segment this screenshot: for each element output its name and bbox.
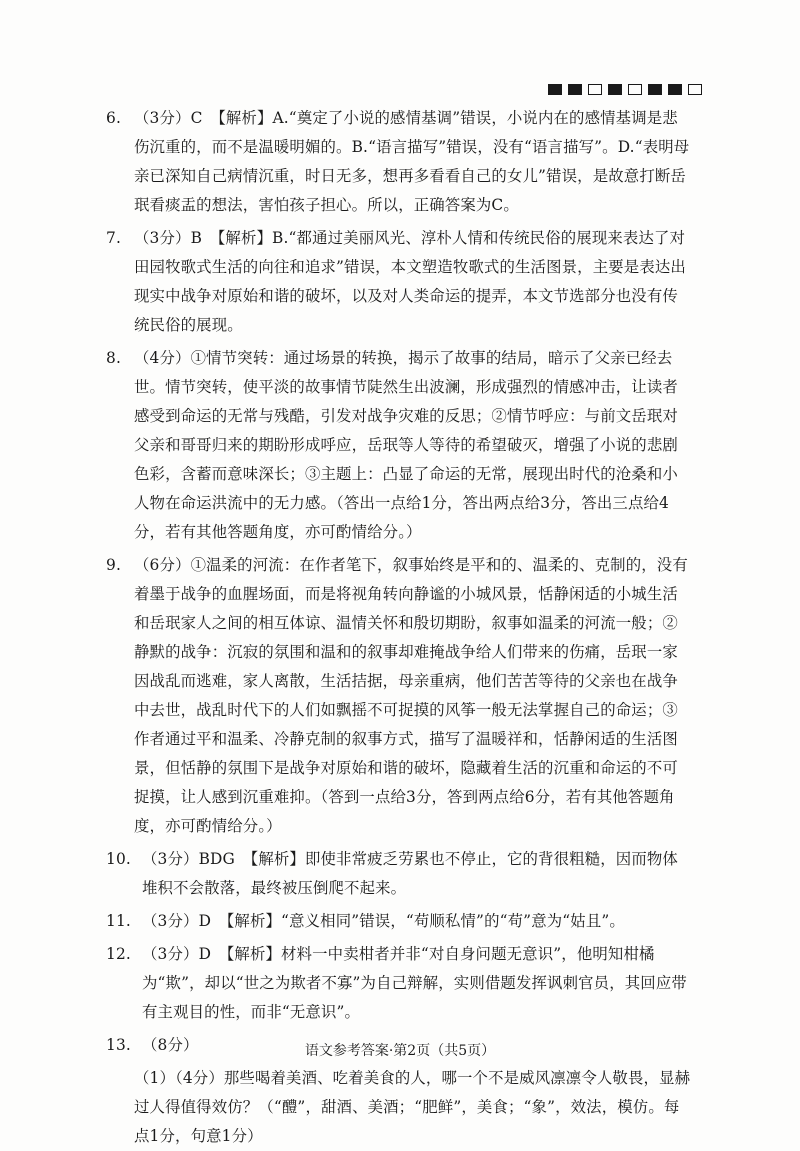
progress-mark: [568, 84, 582, 95]
item-text: （3分）D 【解析】材料一中卖柑者并非“对自身问题无意识”，他明知柑橘为“欺”，却以“世之为欺者不寡”为自己辩解，实则借题发挥讽刺官员，其回应带有主观目的性，而非“无意识”。: [142, 945, 687, 1021]
progress-mark: [648, 84, 662, 95]
item-text: （3分）C 【解析】A.“奠定了小说的感情基调”错误，小说内在的感情基调是悲伤沉重的，而不是温暖明媚的。B.“语言描写”错误，没有“语言描写”。D.“表明母亲已深知自己病情沉重，时日无多，想再多看看自己的女儿”错误，是故意打断岳珉看痰盂的想法，害怕孩子担心。所以，正确答案为C。: [134, 109, 690, 214]
item-text: （3分）BDG 【解析】即使非常疲乏劳累也不停止，它的背很粗糙，因而物体堆积不会散落，最终被压倒爬不起来。: [142, 850, 678, 897]
progress-mark: [588, 84, 602, 95]
progress-mark: [548, 84, 562, 95]
answer-content: [106, 104, 692, 1151]
answer-item-10: [106, 845, 692, 903]
progress-mark: [628, 84, 642, 95]
item-number: 9.: [106, 556, 121, 574]
item-text: （6分）①温柔的河流：在作者笔下，叙事始终是平和的、温柔的、克制的，没有着墨于战争的血腥场面，而是将视角转向静谧的小城风景，恬静闲适的小城生活和岳珉家人之间的相互体谅、温情关怀和殷切期盼，叙事如温柔的河流一般；②静默的战争：沉寂的氛围和温和的叙事却难掩战争给人们带来的伤痛，岳珉一家因战乱而逃难，家人离散，生活拮据，母亲重病，他们苦苦等待的父亲也在战争中去世，战乱时代下的人们如飘摇不可捉摸的风筝一般无法掌握自己的命运；③作者通过平和温柔、冷静克制的叙事方式，描写了温暖祥和，恬静闲适的生活图景，但恬静的氛围下是战争对原始和谐的破坏，隐藏着生活的沉重和命运的不可捉摸，让人感到沉重难抑。（答到一点给3分，答到两点给6分，若有其他答题角度，亦可酌情给分。）: [134, 556, 688, 835]
answer-item-11: [106, 907, 692, 936]
answer-item-6: [106, 104, 692, 220]
answer-item-12: [106, 940, 692, 1027]
item-number: 13.: [106, 1036, 131, 1054]
item-text: （8分）: [142, 1036, 199, 1054]
answer-item-7: [106, 224, 692, 340]
item-number: 10.: [106, 850, 131, 868]
item-number: 8.: [106, 349, 121, 367]
progress-mark: [688, 84, 702, 95]
item-number: 11.: [106, 912, 131, 930]
item-number: 7.: [106, 229, 121, 247]
item-text: （4分）①情节突转：通过场景的转换，揭示了故事的结局，暗示了父亲已经去世。情节突转，使平淡的故事情节陡然生出波澜，形成强烈的情感冲击，让读者感受到命运的无常与残酷，引发对战争灾难的反思；②情节呼应：与前文岳珉对父亲和哥哥归来的期盼形成呼应，岳珉等人等待的希望破灭，增强了小说的悲剧色彩，含蓄而意味深长；③主题上：凸显了命运的无常，展现出时代的沧桑和小人物在命运洪流中的无力感。（答出一点给1分，答出两点给3分，答出三点给4分，若有其他答题角度，亦可酌情给分。）: [134, 349, 678, 541]
page-footer: 语文参考答案·第2页（共5页）: [304, 1043, 496, 1059]
header-progress-marks: [548, 84, 702, 95]
item-text: （3分）B 【解析】B.“都通过美丽风光、淳朴人情和传统民俗的展现来表达了对田园牧歌式生活的向往和追求”错误，本文塑造牧歌式的生活图景，主要是表达出现实中战争对原始和谐的破坏，以及对人类命运的提弄，本文节选部分也没有传统民俗的展现。: [134, 229, 686, 334]
answer-item-8: [106, 344, 692, 547]
item-number: 6.: [106, 109, 121, 127]
item-text: （3分）D 【解析】“意义相同”错误，“苟顺私情”的“苟”意为“姑且”。: [142, 912, 625, 930]
answer-item-13-part-1: （1）（4分）那些喝着美酒、吃着美食的人，哪一个不是威风凛凛令人敬畏，显赫过人得值得效仿？（“醴”，甜酒、美酒；“肥鲜”，美食；“象”，效法，模仿。每点1分，句意1分）: [134, 1069, 691, 1145]
progress-mark: [608, 84, 622, 95]
answer-item-9: [106, 551, 692, 841]
item-number: 12.: [106, 945, 131, 963]
progress-mark: [668, 84, 682, 95]
